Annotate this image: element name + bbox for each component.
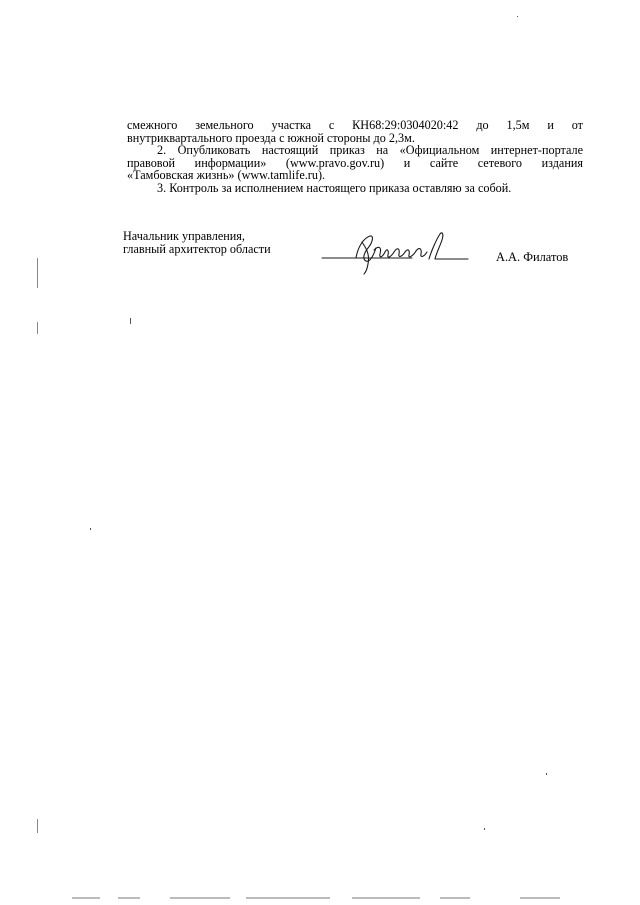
- handwritten-signature: [318, 228, 478, 278]
- paragraph-3-line-1: 3. Контроль за исполнением настоящего приказа оставляю за собой.: [157, 180, 512, 195]
- paragraph-2-line-2: правовой информации» (www.pravo.gov.ru) и сайте сетевого издания: [127, 155, 583, 170]
- signatory-position-line-2: главный архитектор области: [123, 242, 271, 256]
- paragraph-2-line-1: 2. Опубликовать настоящий приказ на «Официальном интернет-портале: [157, 143, 583, 158]
- scan-speck: [90, 528, 91, 530]
- signatory-position: [123, 230, 271, 256]
- scan-speck: [517, 16, 518, 17]
- signatory-position-line-1: Начальник управления,: [123, 229, 245, 243]
- paragraph-1-line-2: внутриквартального проезда с южной стороны до 2,3м.: [127, 130, 415, 145]
- signatory-name: А.А. Филатов: [496, 250, 569, 264]
- document-body: [127, 119, 583, 195]
- margin-scan-mark: [37, 322, 38, 334]
- paragraph-2-line-3: «Тамбовская жизнь» (www.tamlife.ru).: [127, 168, 326, 183]
- scan-speck: [546, 773, 547, 775]
- margin-scan-mark: [37, 819, 38, 833]
- scan-bottom-edge: [0, 895, 640, 901]
- scan-speck: [484, 828, 485, 830]
- margin-scan-mark: [37, 258, 38, 288]
- scan-speck: [130, 318, 131, 324]
- paragraph-1-line-1: смежного земельного участка с КН68:29:0304020:42 до 1,5м и от: [127, 118, 583, 132]
